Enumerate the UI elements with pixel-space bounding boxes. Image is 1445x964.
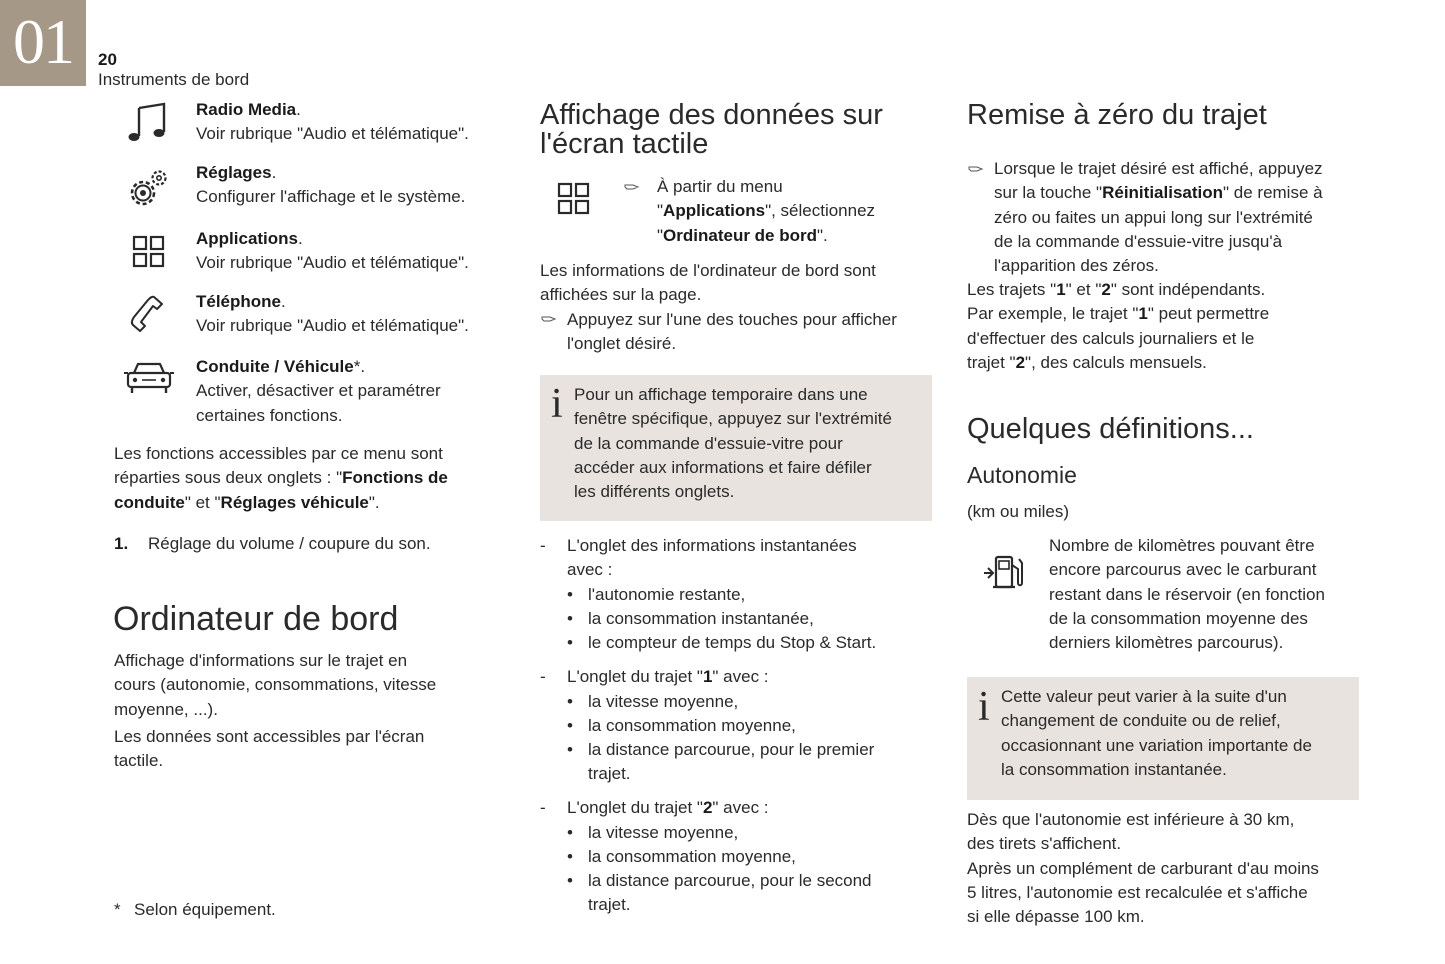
bullet-dot: • [567, 609, 573, 628]
trips-independent [967, 278, 1367, 375]
apps-grid-icon [122, 227, 172, 271]
text-line [967, 351, 1367, 375]
text-fragment: " de remise à [1223, 183, 1323, 203]
menu-item-desc: Voir rubrique "Audio et télématique". [196, 253, 469, 273]
tab-title [567, 534, 857, 583]
text-line: Les fonctions accessibles par ce menu sont [114, 444, 443, 463]
section-title: Instruments de bord [98, 70, 250, 89]
text-line [967, 302, 1367, 326]
bold-fragment: 2 [702, 798, 713, 817]
menu-item-suffix: . [296, 100, 301, 119]
menu-item-title: Réglages [196, 163, 272, 182]
text-line: 5 litres, l'autonomie est recalculée et s'affiche [967, 882, 1308, 902]
bold-fragment: conduite [114, 492, 185, 512]
menu-item-title: Conduite / Véhicule [196, 357, 354, 376]
menu-item-text [196, 355, 506, 428]
text-line: occasionnant une variation importante de [1001, 735, 1312, 755]
bold-fragment: 2 [1015, 352, 1026, 372]
text-line: Nombre de kilomètres pouvant être [1049, 536, 1315, 555]
autonomie-description [1049, 534, 1369, 655]
list-item: la distance parcourue, pour le second [588, 871, 872, 890]
ordinateur-access [114, 725, 504, 774]
menu-item-title: Téléphone [196, 292, 282, 311]
dash-marker: - [540, 536, 546, 555]
list-item: la consommation moyenne, [588, 716, 796, 735]
pointing-hand-icon [624, 181, 640, 193]
menu-item-text [196, 161, 506, 210]
bullet-dot: • [567, 692, 573, 711]
list-item: la consommation instantanée, [588, 609, 814, 628]
text-fragment: " et " [1065, 280, 1102, 299]
menu-item-text [196, 227, 506, 276]
list-item: la consommation moyenne, [588, 847, 796, 866]
text-line [114, 466, 504, 490]
page-number: 20 [98, 50, 117, 69]
pointing-hand-icon [541, 313, 557, 325]
text-line: zéro ou faites un appui long sur l'extrémité [994, 207, 1313, 227]
menu-item-desc: Configurer l'affichage et le système. [196, 187, 466, 207]
text-line: L'onglet des informations instantanées [567, 536, 857, 555]
text-line: des tirets s'affichent. [967, 834, 1122, 854]
car-icon [122, 355, 172, 399]
info-note-text [574, 383, 930, 504]
menu-item-title: Applications [196, 229, 299, 248]
text-line [657, 224, 917, 248]
list-item: l'autonomie restante, [588, 585, 746, 604]
info-note-box [540, 375, 932, 521]
bold-fragment: Réglages véhicule [220, 492, 369, 512]
text-fragment: " avec : [712, 667, 769, 686]
text-line: Pour un affichage temporaire dans une [574, 385, 868, 404]
bold-fragment: 1 [702, 667, 713, 686]
bullet-dot: • [567, 740, 573, 759]
text-line: affichées sur la page. [540, 285, 702, 305]
menu-item-desc-line1: Activer, désactiver et paramétrer [196, 381, 441, 401]
bullet-dot: • [567, 847, 573, 866]
text-line [967, 278, 1367, 302]
units-label: (km ou miles) [967, 502, 1070, 521]
menu-item-desc: Voir rubrique "Audio et télématique". [196, 316, 469, 336]
tab-title [567, 665, 769, 689]
text-fragment: ", sélectionnez [765, 201, 876, 221]
text-fragment: " avec : [712, 798, 769, 817]
chapter-tab [0, 0, 86, 86]
text-fragment: " [657, 201, 664, 221]
text-line: cours (autonomie, consommations, vitesse [114, 675, 437, 695]
tab-info-instant [540, 534, 930, 659]
text-line: Les informations de l'ordinateur de bord sont [540, 261, 876, 280]
tab-title [567, 796, 769, 820]
autonomie-final-paragraph [967, 808, 1367, 929]
bold-fragment: Fonctions de [342, 468, 448, 488]
text-line: l'onglet désiré. [567, 334, 677, 354]
text-fragment: " peut permettre [1147, 304, 1270, 324]
text-line: les différents onglets. [574, 482, 735, 502]
definitions-heading: Quelques définitions... [967, 413, 1254, 445]
menu-item-desc: Voir rubrique "Audio et télématique". [196, 124, 469, 144]
bold-fragment: Réinitialisation [1102, 183, 1224, 203]
info-paragraph [540, 259, 940, 308]
text-line: de la consommation moyenne des [1049, 608, 1308, 628]
list-item-continued: trajet. [588, 764, 631, 783]
list-item: la distance parcourue, pour le premier [588, 740, 875, 759]
text-line: de la commande d'essuie-vitre jusqu'à [994, 231, 1283, 251]
music-note-icon [122, 98, 172, 142]
text-line: À partir du menu [657, 177, 783, 196]
pointing-hand-icon [968, 163, 984, 175]
menu-item-text [196, 290, 506, 339]
reset-instruction [994, 157, 1374, 278]
text-line: Dès que l'autonomie est inférieure à 30 km, [967, 810, 1295, 829]
list-item: la vitesse moyenne, [588, 823, 739, 842]
text-line: Appuyez sur l'une des touches pour afficher [567, 310, 897, 329]
info-note-box [967, 677, 1359, 800]
text-fragment: ". [817, 225, 828, 245]
menu-item-text [196, 98, 506, 147]
text-fragment: réparties sous deux onglets : " [114, 468, 343, 488]
ordinateur-heading: Ordinateur de bord [113, 600, 399, 638]
heading-line: Affichage des données sur [540, 99, 883, 131]
text-line [657, 199, 917, 223]
menu-item-desc-line2: certaines fonctions. [196, 405, 343, 425]
text-line: accéder aux informations et faire défiler [574, 457, 872, 477]
text-line: si elle dépasse 100 km. [967, 907, 1145, 927]
bullet-dot: • [567, 633, 573, 652]
bullet-dot: • [567, 823, 573, 842]
list-item: le compteur de temps du Stop & Start. [588, 633, 877, 652]
apps-grid-icon [556, 181, 592, 217]
bullet-dot: • [567, 716, 573, 735]
bullet-dot: • [567, 871, 573, 890]
info-icon: i [978, 684, 990, 730]
text-line: encore parcourus avec le carburant [1049, 560, 1317, 580]
text-line: Les données sont accessibles par l'écran [114, 727, 425, 746]
text-line: Cette valeur peut varier à la suite d'un [1001, 687, 1287, 706]
text-fragment: sur la touche " [994, 183, 1103, 203]
text-line: restant dans le réservoir (en fonction [1049, 584, 1325, 604]
text-line: derniers kilomètres parcourus). [1049, 633, 1284, 653]
text-fragment: ", des calculs mensuels. [1025, 352, 1207, 372]
text-line: l'apparition des zéros. [994, 256, 1159, 276]
bold-fragment: 2 [1101, 280, 1111, 299]
text-fragment: Par exemple, le trajet " [967, 304, 1139, 324]
list-item: la vitesse moyenne, [588, 692, 739, 711]
menu-item-suffix: . [298, 229, 303, 248]
text-line [994, 181, 1374, 205]
info-icon: i [551, 381, 563, 427]
text-line: changement de conduite ou de relief, [1001, 711, 1281, 731]
remise-zero-heading: Remise à zéro du trajet [967, 99, 1267, 131]
menu-item-title: Radio Media [196, 100, 297, 119]
functions-paragraph [114, 442, 504, 515]
footnote-star: * [114, 900, 121, 919]
text-line: Affichage d'informations sur le trajet en [114, 651, 408, 670]
menu-item-suffix: *. [353, 357, 366, 376]
ordinateur-intro [114, 649, 504, 722]
tab-trajet-1 [540, 665, 930, 790]
chapter-number: 01 [13, 6, 73, 77]
autonomie-heading: Autonomie [967, 462, 1077, 488]
tab-trajet-2 [540, 796, 930, 921]
heading-line: l'écran tactile [540, 128, 709, 160]
text-line: la consommation instantanée. [1001, 759, 1227, 779]
text-line: d'effectuer des calculs journaliers et le [967, 328, 1255, 348]
text-line: avec : [567, 560, 613, 580]
text-fragment: L'onglet du trajet " [567, 667, 703, 686]
press-instruction [567, 308, 937, 357]
text-line: fenêtre spécifique, appuyez sur l'extrémité [574, 409, 892, 429]
menu-instruction [657, 175, 917, 248]
bullet-dot: • [567, 585, 573, 604]
menu-item-suffix: . [271, 163, 277, 182]
text-fragment: " sont indépendants. [1110, 280, 1266, 299]
info-note-text [1001, 685, 1357, 782]
text-fragment: Les trajets " [967, 280, 1057, 299]
step-text: Réglage du volume / coupure du son. [148, 534, 431, 553]
bold-fragment: Ordinateur de bord [663, 225, 818, 245]
text-fragment: L'onglet du trajet " [567, 798, 703, 817]
bold-fragment: 1 [1138, 304, 1148, 324]
text-fragment: ". [368, 492, 380, 512]
text-fragment: trajet " [967, 352, 1016, 372]
text-fragment: " et " [184, 492, 221, 512]
text-line: Après un complément de carburant d'au moins [967, 858, 1319, 878]
text-line: tactile. [114, 751, 164, 771]
text-fragment: " [657, 225, 664, 245]
phone-icon [122, 290, 172, 334]
footnote-text: Selon équipement. [134, 900, 276, 919]
text-line: de la commande d'essuie-vitre pour [574, 433, 843, 453]
text-line: moyenne, ...). [114, 699, 218, 719]
dash-marker: - [540, 667, 546, 686]
list-item-continued: trajet. [588, 895, 631, 914]
step-number: 1. [114, 534, 129, 553]
menu-item-suffix: . [281, 292, 286, 311]
dash-marker: - [540, 798, 546, 817]
fuel-pump-icon [982, 551, 1028, 595]
text-line: Lorsque le trajet désiré est affiché, appuyez [994, 159, 1323, 178]
gears-icon [122, 161, 172, 205]
bold-fragment: 1 [1056, 280, 1066, 299]
bold-fragment: Applications [663, 201, 766, 221]
text-line [114, 491, 504, 515]
affichage-heading [540, 101, 883, 159]
